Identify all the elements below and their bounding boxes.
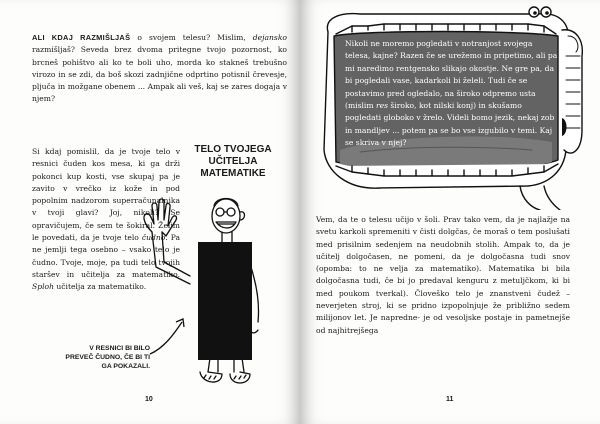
para1-emphasis: dejansko	[252, 33, 287, 42]
teacher-illustration	[130, 172, 280, 392]
note-caption: V RESNICI BI BILO PREVEČ ČUDNO, ČE BI TI GA POKAZALI.	[65, 345, 150, 370]
mouth-text-b: široko, kot nilski konj) in skušamo pogledati globoko v žrelo. Videli bomo jezik, nekaj zob in mandljev ... potem pa se bo vse izgubilo v temi. Kaj se skriva v njej?	[345, 101, 555, 148]
intro-paragraph	[32, 32, 287, 106]
para2-emphasis-2: Sploh	[32, 282, 54, 292]
para2-text-c: učitelja za matematiko.	[53, 282, 147, 292]
lead-in: ALI KDAJ RAZMIŠLJAŠ	[32, 33, 131, 42]
para2-emphasis-1: čudno	[141, 233, 166, 243]
para2-text-a: Si kdaj pomislil, da je tvoje telo v resnici čuden kos mesa, ki ga drži pokonci kup kosti, vse skupaj pa je zavito v vrečko iz kože in pod popolnim nadzorom superračunalnika v tvoji glavi? Joj, nikoli? Se opravičujem, če sem te šokiral. Želim le povedati, da je tvoje telo	[32, 147, 180, 243]
right-para-text-b: je od vesoljske postaje in pametnejše od najhitrejšega	[316, 313, 570, 335]
figure-caption: TELO TVOJEGA UČITELJA MATEMATIKE	[194, 144, 272, 179]
page-number-right: 11	[446, 396, 454, 403]
body-paragraph-right	[316, 214, 570, 337]
para2-text-b: . Pa ne jemlji tega osebno – vsako telo je čudno. Tvoje, moje, pa tudi telo tvojih staršev in učitelja za matematiko.	[32, 233, 181, 279]
para1-text-b: razmišljaš? Seveda brez dvoma pritegne tvojo pozornost, ko brcneš pohištvo ali ko te boli uho, morda ko stakneš trebušno virozo in se zdi, da boš skozi zadnjične odprtino potisnil črevesje, pljuča in možgane obenem ... Ampak ali veš, kaj se zares dogaja v njem?	[32, 45, 287, 104]
right-para-text-a: Vem, da te o telesu učijo v šoli. Prav tako vem, da je najlažje na svetu karkoli spremeniti v čisti dolgčas, če moraš o tem poslušati med prisilnim sedenjem na neudobnih stolih. Ampak to, da je učitelj dolgočasen, ne pomeni, da je dolgočasna tudi snov (opomba: to ne velja za matematiko). Matematika bi bila dolgočasna tudi, če bi jo predaval kenguru z metuljčkom, ki bi med poukom tverkal). Človeško telo je znanstveni čudež – neverjeten stroj, ki se pridno izpopolnjuje že približno sedem milijonov let. Je napredne-	[316, 215, 570, 323]
censor-block	[198, 242, 252, 360]
mouth-text-emphasis: res	[375, 101, 388, 111]
mouth-text-a: Nikoli ne moremo pogledati v notranjost svojega telesa, kajne? Razen če se urežemo in pripetimo, ali pa mi naredimo rentgensko slikajo okostje. Ne gre pa, da bi pogledali vase, kadarkoli bi želeli. Tudi če se postavimo pred ogledalo, na široko odpremo usta (mislim	[345, 39, 558, 111]
mouth-text	[345, 38, 560, 150]
page-number-left: 10	[145, 396, 153, 403]
para1-text-a: o svojem telesu? Mislim,	[130, 33, 253, 42]
